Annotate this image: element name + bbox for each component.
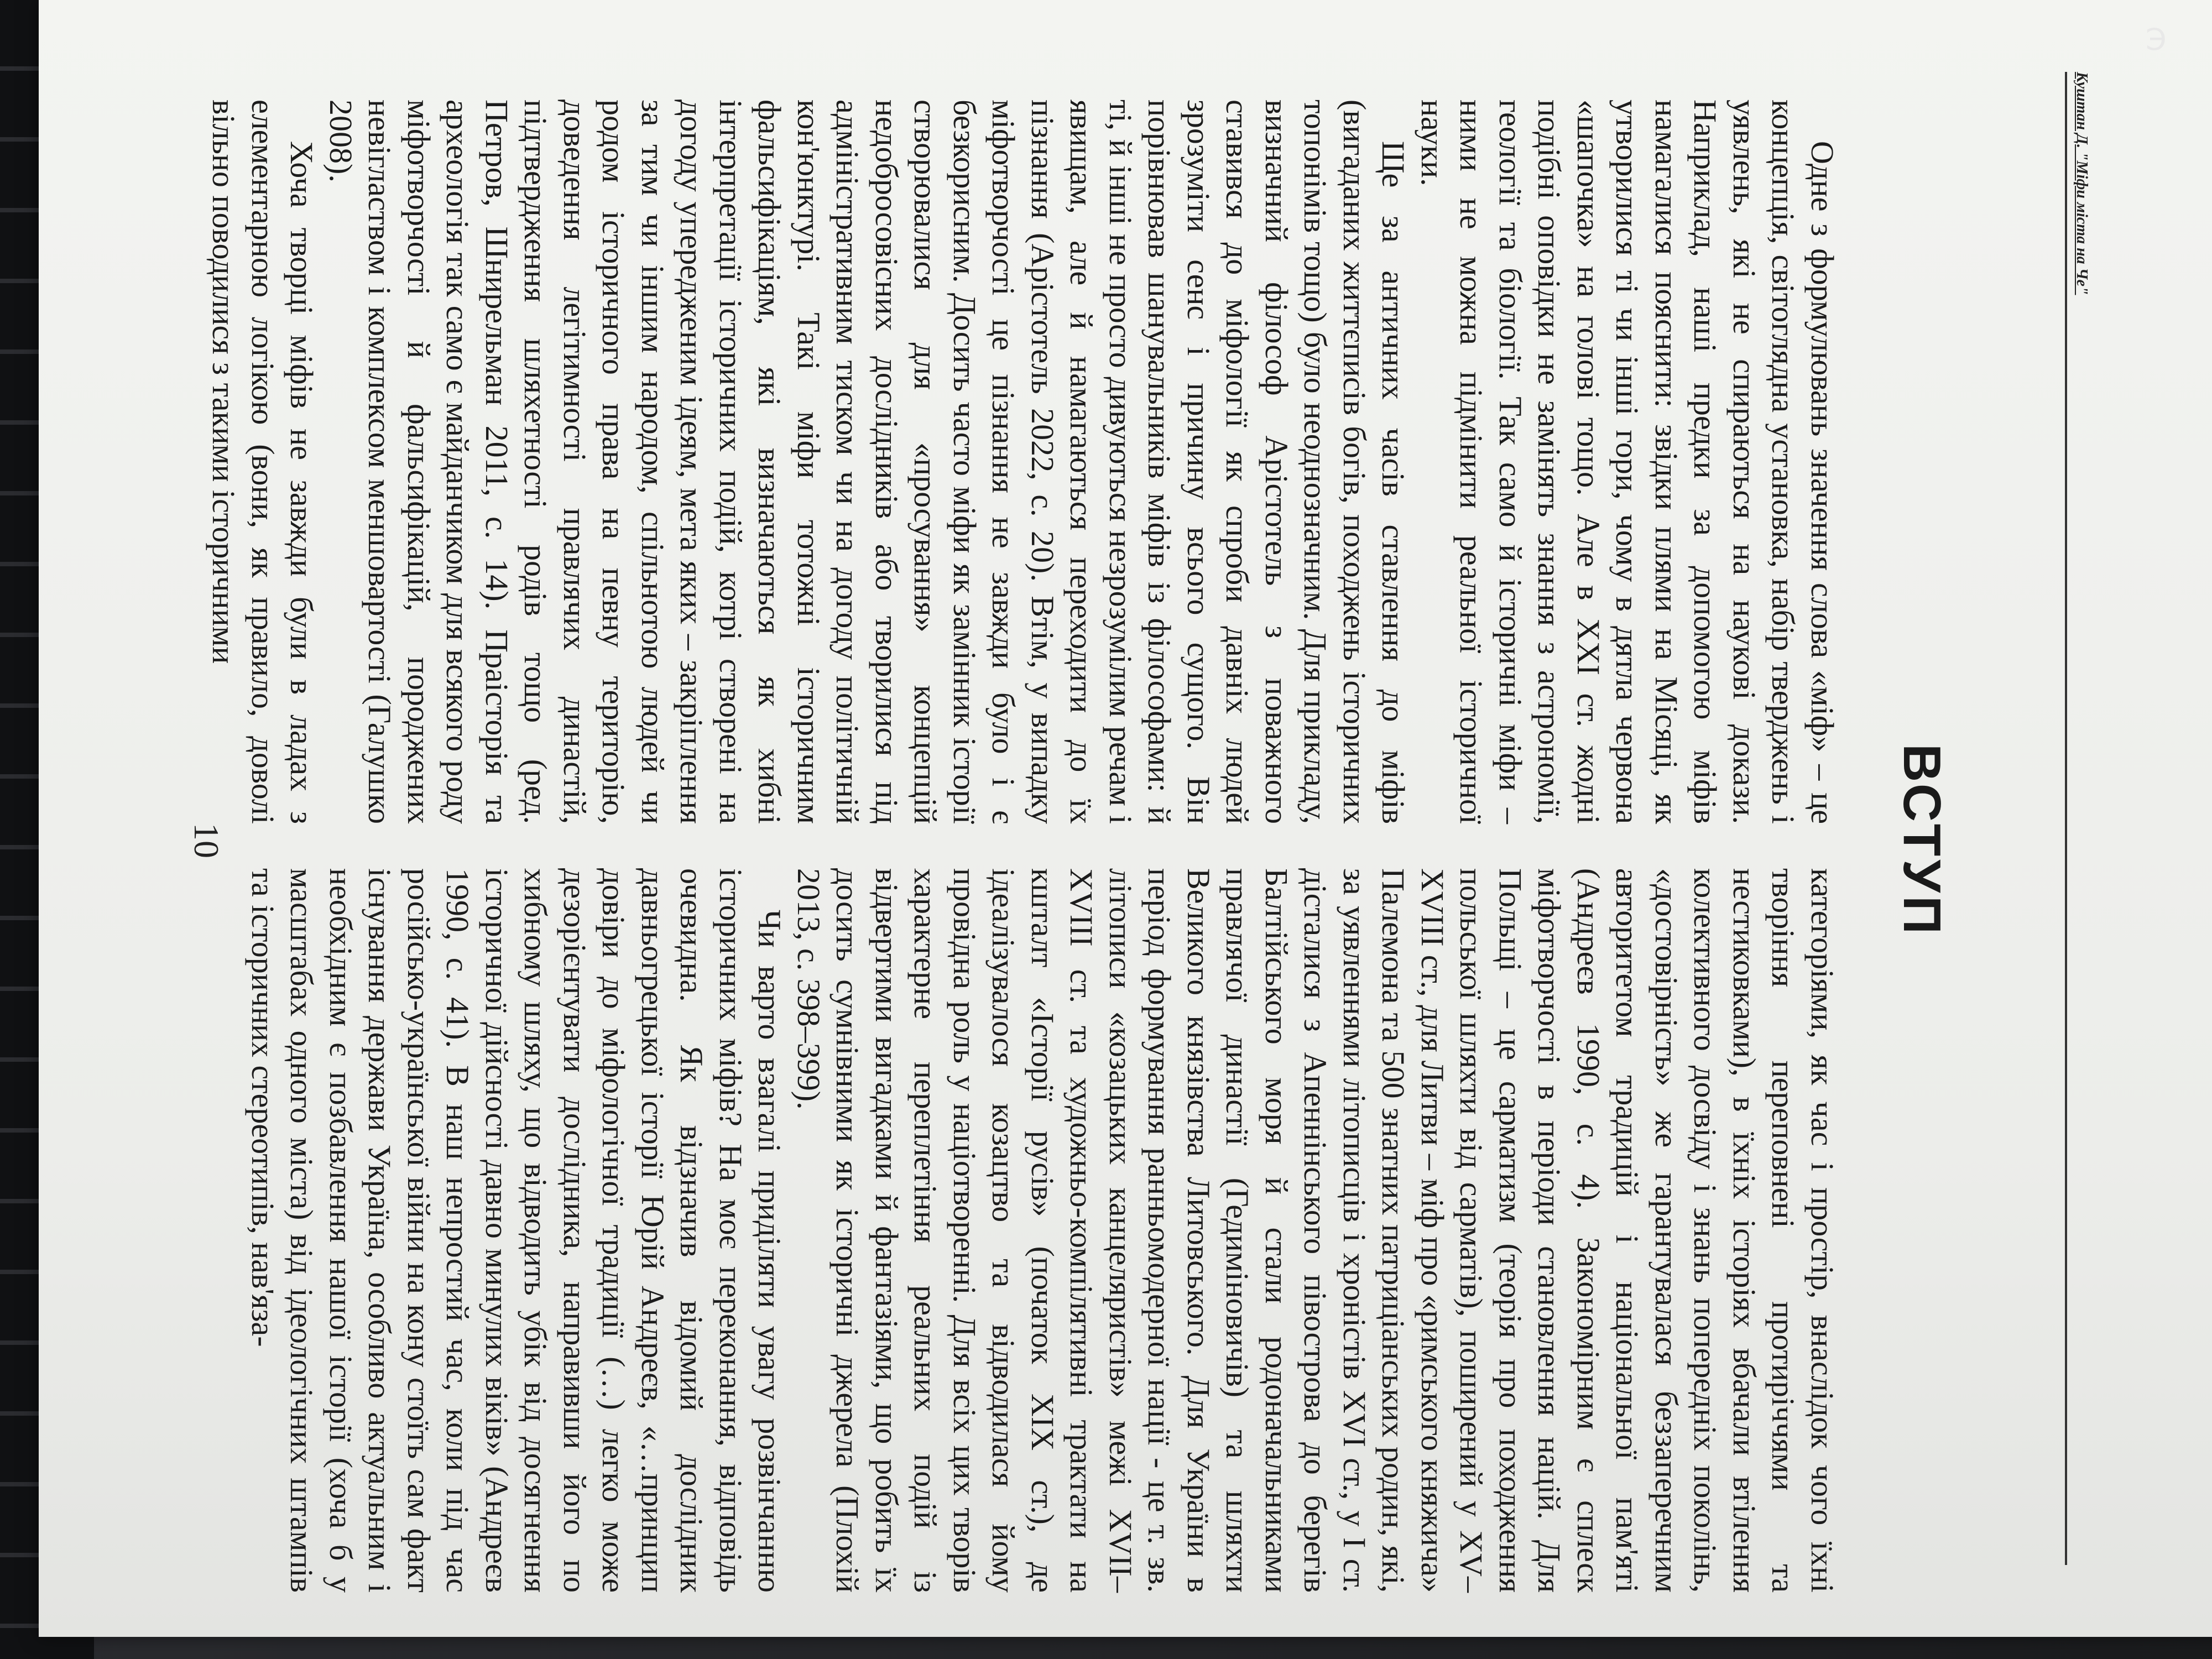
paragraph: Одне з формулювань значення слова «міф» – це концепція, світоглядна установка, набір тверджень і уявлень, які не спираються на наукові докази. Наприклад, наші предки за допомогою міфів намагалися пояснити: звідки плями на Місяці, як утворилися ті чи інші гори, чому в дятла червона «шапочка» на голові тощо. Але в XXI ст. жодні подібні оповідки не замінять знання з астрономії, геології та біології. Так само й історичні міфи – ними не можна підмінити реальної історичної науки. [1415, 100, 1840, 824]
paragraph: Чи варто взагалі приділяти увагу розвінчанню історичних міфів? На моє переконання, відповідь очевидна. Як відзначив відомий дослідник давньогрецької історії Юрій Андреєв, «…принцип довіри до міфологічної традиції (…) легко може дезорієнтувати дослідника, направивши його по хибному шляху, що відводить убік від досягнення історичної дійсності давно минулих віків» (Андреєв 1990, с. 41). В наш непростий час, коли під час російсько-української війни на кону стоїть сам факт існування держави Україна, особливо актуальним і необхідним є позбавлення нашої історії (хоча б у масштабах одного міста) від ідеологічних штампів та історичних стереотипів, нав'яза- [245, 868, 788, 1593]
rotated-page-content [94, 39, 2140, 1642]
header-text: Куштан Д. "Міфи міста на Че" [2073, 72, 2090, 295]
paragraph: Хоча творці міфів не завжди були в ладах з елементарною логікою (вони, як правило, доволі вільно поводилися з такими історичними [206, 100, 320, 824]
left-column [204, 100, 1841, 824]
paragraph: Ще за античних часів ставлення до міфів (вигаданих життєписів богів, походжень історичних топонімів тощо) було неоднозначним. Для прикладу, визначний філософ Арістотель з поважного ставився до міфології як спроби давніх людей зрозуміти сенс і причину всього сущого. Він порівнював шанувальників міфів із філософами: й ті, й інші не просто дивуються незрозумілим речам і явищам, але й намагаються переходити до їх пізнання (Арістотель 2022, с. 20). Втім, у випадку міфотворчості це пізнання не завжди було і є безкорисним. Досить часто міфи як замінник історії створювалися для «просування» концепцій недобросовісних дослідників або творилися під адміністративним тиском чи на догоду політичній кон'юнктурі. Такі міфи тотожні історичним фальсифікаціям, які визначаються як хибні інтерпретації історичних подій, котрі створені на догоду упередженим ідеям, мета яких – закріплення за тим чи іншим народом, спільнотою людей чи родом історичного права на певну територію, доведення легітимності правлячих династій, підтвердження шляхетності родів тощо (ред. Петров, Шнирельман 2011, с. 14). Праісторія та археологія так само є майданчиком для всякого роду міфотворчості й фальсифікацій, породжених невіглаством і комплексом меншовартості (Галушко 2008). [323, 100, 1412, 824]
running-header [2065, 72, 2090, 1565]
page-number: 10 [187, 823, 226, 858]
page-title: ВСТУП [1892, 744, 1952, 937]
right-column [243, 868, 1842, 1593]
paragraph: категоріями, як час і простір, внаслідок чого їхні творіння переповнені протиріччями та нестиковками), в їхніх історіях вбачали втілення колективного досвіду і знань попередніх поколінь, «достовірність» же гарантувалася беззаперечним авторитетом традицій і національної пам'яті (Андреєв 1990, с. 4). Закономірним є сплеск міфотворчості в періоди становлення націй. Для Польщі – це сарматизм (теорія про походження польської шляхти від сарматів), поширений у XV–XVIII ст., для Литви – міф про «римського княжича» Палемона та 500 знатних патриціанських родин, які, за уявленнями літописців і хроністів XVI ст., у I ст. дісталися з Апеннінського півострова до берегів Балтійського моря й стали родоначальниками правлячої династії (Гедиміновичів) та шляхти Великого князівства Литовського. Для України в період формування ранньомодерної нації - це т. зв. літописи «козацьких канцеляристів» межі XVII–XVIII ст. та художньо-компілятивні трактати на кшталт «Історії русів» (початок XIX ст.), де ідеалізувалося козацтво та відводилася йому провідна роль у націотворенні. Для всіх цих творів характерне переплетіння реальних подій із відвертими вигадками й фантазіями, що робить їх досить сумнівними як історичні джерела (Плохій 2013, с. 398–399). [791, 868, 1840, 1593]
corner-mark: Э [2146, 22, 2167, 57]
